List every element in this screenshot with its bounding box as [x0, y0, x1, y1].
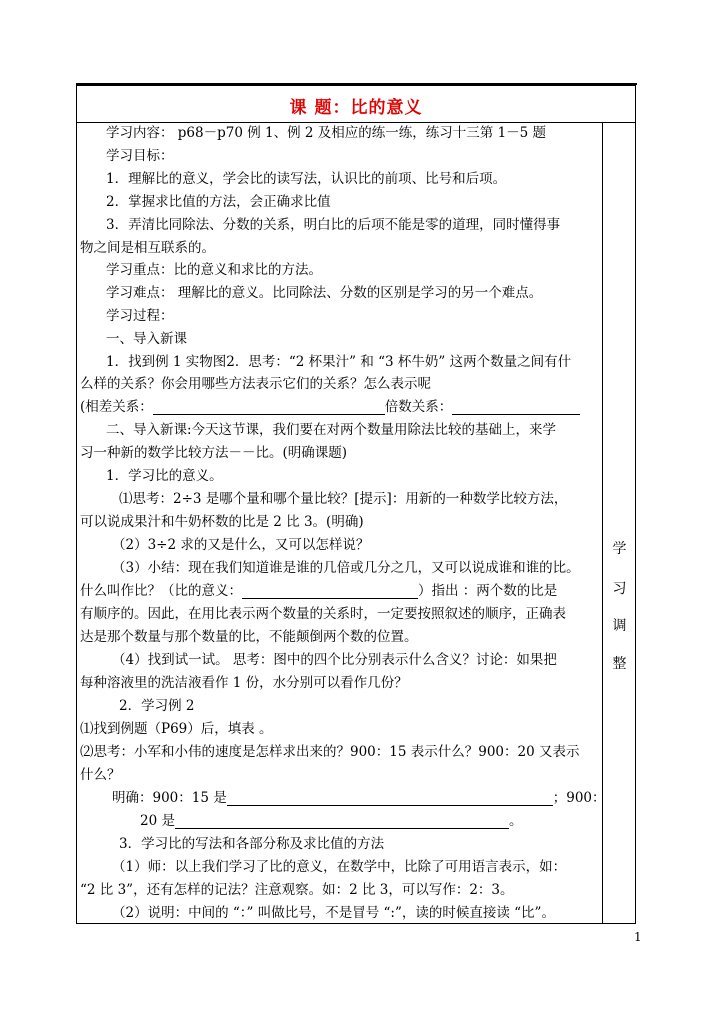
fill-line-speed-1 — [112, 790, 606, 806]
paragraph-line: 有顺序的。因此，在用比表示两个数量的关系时，一定要按照叙述的顺序，正确表 — [80, 606, 566, 622]
side-note-char: 习 — [612, 581, 627, 597]
label-multiple: 倍数关系： — [384, 399, 453, 415]
paragraph-line: （4）找到试一试。 思考：图中的四个比分别表示什么含义？讨论：如果把 — [112, 652, 557, 668]
process-heading: 学习过程： — [106, 308, 174, 324]
side-column — [602, 123, 636, 924]
paragraph-line: （2）3÷2 求的又是什么，又可以怎样说？ — [112, 537, 370, 553]
paragraph-line: 达是那个数量与那个数量的比，不能颠倒两个数的位置。 — [80, 629, 418, 645]
label-clarify: 明确：900：15 是 — [112, 790, 227, 806]
label-20: 20 是 — [140, 813, 175, 829]
paragraph-line: ⑵思考：小军和小伟的速度是怎样求出来的？900：15 表示什么？900：20 又表示 — [80, 744, 580, 760]
label-point-out: ）指出 ：两个数的比是 — [418, 583, 558, 599]
blank-definition[interactable] — [242, 586, 418, 599]
fill-line-relations — [80, 399, 580, 415]
subsection-heading: 1．学习比的意义。 — [106, 468, 223, 484]
label-period: 。 — [508, 813, 523, 829]
goal-3: 3．弄清比同除法、分数的关系，明白比的后项不能是零的道理，同时懂得事 — [106, 217, 561, 233]
label-definition: 什么叫作比？（比的意义： — [80, 583, 242, 599]
blank-speed-2[interactable] — [175, 816, 509, 829]
label-900: ；900： — [552, 790, 606, 806]
paragraph-line: 1．找到例 1 实物图2．思考：“2 杯果汁” 和 “3 杯牛奶” 这两个数量之间有什 — [106, 354, 572, 370]
paragraph-line: （3）小结：现在我们知道谁是谁的几倍或几分之几，又可以说成谁和谁的比。 — [112, 560, 580, 576]
paragraph-line: 什么？ — [80, 767, 121, 783]
goal-2: 2．掌握求比值的方法，会正确求比值 — [106, 194, 331, 210]
title-row — [77, 86, 635, 123]
paragraph-line: ⑴找到例题（P69）后，填表 。 — [80, 721, 273, 737]
paragraph-line: 么样的关系？你会用哪些方法表示它们的关系？怎么表示呢 — [80, 376, 431, 392]
fill-line-speed-2 — [140, 813, 522, 829]
fill-line-definition — [80, 583, 557, 599]
side-note-char: 整 — [612, 656, 627, 672]
label-difference: (相差关系： — [80, 399, 153, 415]
paragraph-line: 二、导入新课:今天这节课，我们要在对两个数量用除法比较的基础上，来学 — [106, 422, 557, 438]
paragraph-line: 习一种新的数学比较方法－－比。(明确课题) — [80, 445, 348, 461]
blank-multiple[interactable] — [452, 402, 580, 415]
paragraph-line: （2）说明：中间的 “：” 叫做比号，不是冒号 “:”，读的时候直接读 “比”。 — [112, 905, 555, 921]
paragraph-line: 可以说成果汁和牛奶杯数的比是 2 比 3。(明确) — [80, 514, 364, 530]
subsection-heading: 2．学习例 2 — [119, 698, 195, 714]
subsection-heading: 3．学习比的写法和各部分称及求比值的方法 — [119, 836, 385, 852]
paragraph-line: ⑴思考：2÷3 是哪个量和哪个量比较？[提示]：用新的一种数学比较方法， — [119, 491, 568, 507]
goal-3-cont: 物之间是相互联系的。 — [80, 240, 215, 256]
study-goal-heading: 学习目标： — [106, 148, 174, 164]
blank-speed-1[interactable] — [227, 793, 553, 806]
key-point: 学习重点：比的意义和求比的方法。 — [106, 262, 322, 278]
paragraph-line: “2 比 3”，还有怎样的记法？注意观察。如：2 比 3，可以写作：2：3。 — [80, 882, 514, 898]
side-note-char: 调 — [612, 618, 627, 634]
study-content: 学习内容： p68－p70 例 1、例 2 及相应的练一练，练习十三第 1－5 题 — [106, 125, 547, 141]
paragraph-line: 每种溶液里的洗洁液看作 1 份，水分别可以看作几份？ — [80, 675, 408, 691]
goal-1: 1．理解比的意义，学会比的读写法，认识比的前项、比号和后项。 — [106, 171, 507, 187]
page-title: 课 题：比的意义 — [289, 98, 423, 118]
blank-difference[interactable] — [153, 402, 385, 415]
section-intro: 一、导入新课 — [106, 331, 187, 347]
page-number: 1 — [634, 930, 642, 944]
paragraph-line: （1）师：以上我们学习了比的意义，在数学中，比除了可用语言表示，如： — [112, 859, 567, 875]
difficulty: 学习难点： 理解比的意义。比同除法、分数的区别是学习的另一个难点。 — [106, 285, 543, 301]
side-note-char: 学 — [612, 541, 627, 557]
